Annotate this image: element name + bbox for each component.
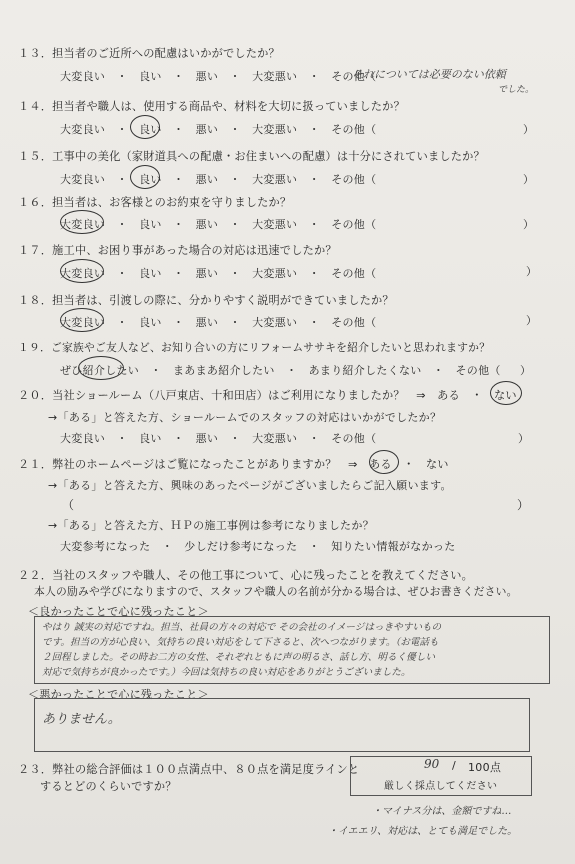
question-22: ２２．当社のスタッフや職人、その他工事について、心に残ったことを教えてください。 xyxy=(18,569,474,582)
q20-subquestion: →「ある」と答えた方、ショールームでのスタッフの対応はいかがでしたか？ xyxy=(48,411,442,424)
q21-options: 大変参考になった ・ 少しだけ参考になった ・ 知りたい情報がなかった xyxy=(60,540,456,553)
q13-handwriting: それについては必要のない依頼 xyxy=(352,68,506,81)
q14-selection-circle xyxy=(130,115,160,139)
q17-close-paren: ） xyxy=(526,265,538,278)
question-23-line2: するとどのくらいですか？ xyxy=(40,780,177,793)
bad-comment-text: ありません。 xyxy=(42,712,121,727)
good-comment-line-4: 対応で気持ちが良かったです。）今回は気持ちの良い対応をありがとうございました。 xyxy=(42,667,411,678)
question-22-line2: 本人の励みや学びになりますので、スタッフや職人の名前が分かる場合は、ぜひお書きください。 xyxy=(34,585,518,598)
good-comment-line-1: やはり 誠実の対応ですね。担当、社員の方々の対応で その会社のイメージはっきやすいもの xyxy=(42,622,442,633)
question-16: １６．担当者は、お客様とのお約束を守りましたか？ xyxy=(18,196,292,209)
question-14: １４．担当者や職人は、使用する商品や、材料を大切に扱っていましたか？ xyxy=(18,100,405,113)
question-18: １８．担当者は、引渡しの際に、分かりやすく説明ができていましたか？ xyxy=(18,294,394,307)
handwritten-note-1: ・マイナス分は、金額ですね… xyxy=(372,806,512,817)
q20-selection-circle xyxy=(490,381,522,405)
q20-options: 大変良い ・ 良い ・ 悪い ・ 大変悪い ・ その他（ xyxy=(60,432,377,445)
q17-options: 大変良い ・ 良い ・ 悪い ・ 大変悪い ・ その他（ xyxy=(60,267,377,280)
q15-options: 大変良い ・ 良い ・ 悪い ・ 大変悪い ・ その他（ xyxy=(60,173,377,186)
q19-selection-circle xyxy=(78,356,124,380)
q15-selection-circle xyxy=(130,165,160,189)
q19-options: ぜひ紹介したい ・ まあまあ紹介したい ・ あまり紹介したくない ・ その他（ xyxy=(60,364,501,377)
score-value: 90 xyxy=(424,757,440,771)
score-note: 厳しく採点してください xyxy=(384,781,498,792)
score-max: 100点 xyxy=(468,761,502,774)
good-comment-line-2: です。担当の方が心良い、気持ちの良い対応をして下さると、次へつながります。（お電話も xyxy=(42,637,439,648)
q16-selection-circle xyxy=(60,210,104,234)
q21-subquestion-1: →「ある」と答えた方、興味のあったページがございましたらご記入願います。 xyxy=(48,479,452,492)
question-17: １７．施工中、お困り事があった場合の対応は迅速でしたか？ xyxy=(18,244,337,257)
q13-options: 大変良い ・ 良い ・ 悪い ・ 大変悪い ・ その他（ xyxy=(60,70,377,83)
q16-close-paren: ） xyxy=(523,218,535,231)
q20-close-paren: ） xyxy=(518,432,530,445)
q18-options: 大変良い ・ 良い ・ 悪い ・ 大変悪い ・ その他（ xyxy=(60,316,377,329)
q21-open-paren: （ xyxy=(62,498,75,512)
good-comment-line-3: ２回程しました。その時お二方の女性、それぞれともに声の明るさ、話し方、明るく優しい xyxy=(42,652,435,663)
handwritten-note-2: ・イエエリ、対応は、とても満足でした。 xyxy=(328,826,518,837)
q13-handwriting-2: でした。 xyxy=(498,85,535,95)
q21-close-paren: ） xyxy=(517,498,530,512)
q17-selection-circle xyxy=(60,259,104,283)
q21-subquestion-2: →「ある」と答えた方、ＨＰの施工事例は参考になりましたか？ xyxy=(48,519,374,532)
q19-close-paren: ） xyxy=(520,364,532,377)
question-21: ２１．弊社のホームページはご覧になったことがありますか？ ⇒ ある ・ ない xyxy=(18,458,449,471)
question-13: １３．担当者のご近所への配慮はいかがでしたか？ xyxy=(18,47,280,60)
good-comments-label: ＜良かったことで心に残ったこと＞ xyxy=(28,605,209,618)
question-23: ２３．弊社の総合評価は１００点満点中、８０点を満足度ラインと xyxy=(18,763,360,776)
q14-options: 大変良い ・ 良い ・ 悪い ・ 大変悪い ・ その他（ xyxy=(60,123,377,136)
q15-close-paren: ） xyxy=(523,173,535,186)
q16-options: 大変良い ・ 良い ・ 悪い ・ 大変悪い ・ その他（ xyxy=(60,218,377,231)
question-19: １９．ご家族やご友人など、お知り合いの方にリフォームササキを紹介したいと思われますか？ xyxy=(18,341,491,354)
score-separator: / xyxy=(452,759,457,772)
question-15: １５．工事中の美化（家財道具への配慮・お住まいへの配慮）は十分にされていましたか？ xyxy=(18,150,485,163)
q18-close-paren: ） xyxy=(526,314,538,327)
question-20: ２０．当社ショールーム（八戸東店、十和田店）はご利用になりましたか？ ⇒ ある ・ ない xyxy=(18,389,517,402)
q21-selection-circle xyxy=(369,450,399,474)
q14-close-paren: ） xyxy=(523,123,535,136)
bad-comments-label: ＜悪かったことで心に残ったこと＞ xyxy=(28,688,209,701)
q18-selection-circle xyxy=(60,308,104,332)
